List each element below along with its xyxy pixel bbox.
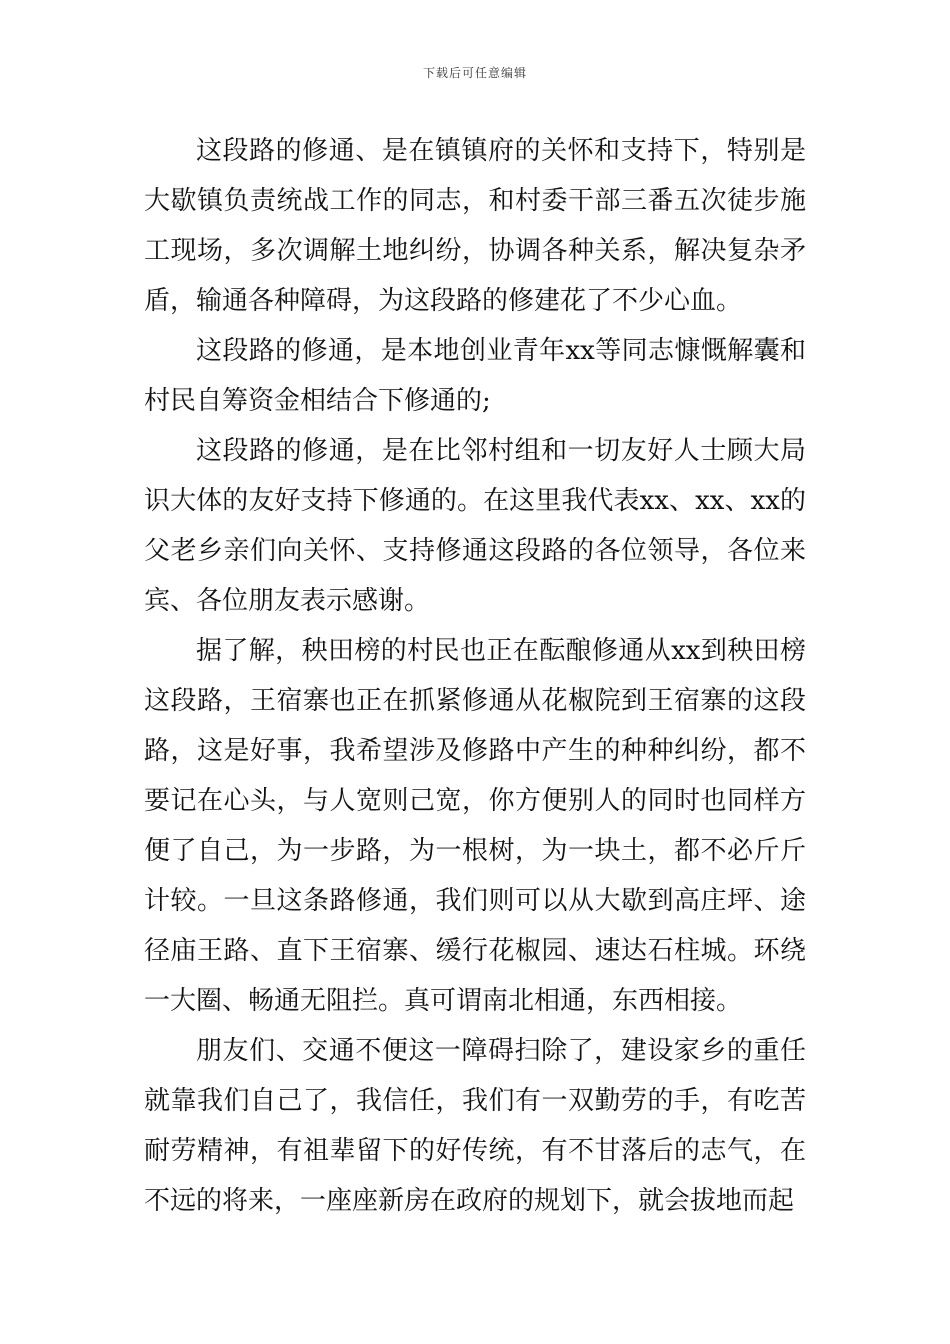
paragraph-4: 据了解，秧田榜的村民也正在酝酿修通从xx到秧田榜这段路，王宿寨也正在抓紧修通从花椒院到王宿寨的这段路，这是好事，我希望涉及修路中产生的种种纠纷，都不要记在心头，与人宽则己宽，你方便别人的同时也同样方便了自己，为一步路，为一根树，为一块土，都不必斤斤计较。一旦这条路修通，我们则可以从大歇到高庄坪、途径庙王路、直下王宿寨、缓行花椒园、速达石柱城。环绕一大圈、畅通无阻拦。真可谓南北相通，东西相接。	[144, 636, 806, 1016]
paragraph-2: 这段路的修通，是本地创业青年xx等同志慷慨解囊和村民自筹资金相结合下修通的;	[144, 336, 806, 416]
paragraph-3: 这段路的修通，是在比邻村组和一切友好人士顾大局识大体的友好支持下修通的。在这里我代表xx、xx、xx的父老乡亲们向关怀、支持修通这段路的各位领导，各位来宾、各位朋友表示感谢。	[144, 436, 806, 616]
document-body	[144, 126, 806, 1226]
paragraph-1: 这段路的修通、是在镇镇府的关怀和支持下，特别是大歇镇负责统战工作的同志，和村委干部三番五次徒步施工现场，多次调解土地纠纷，协调各种关系，解决复杂矛盾，输通各种障碍，为这段路的修建花了不少心血。	[144, 136, 806, 316]
header-note: 下载后可任意编辑	[422, 66, 527, 80]
paragraph-5: 朋友们、交通不便这一障碍扫除了，建设家乡的重任就靠我们自己了，我信任，我们有一双勤劳的手，有吃苦耐劳精神，有祖辈留下的好传统，有不甘落后的志气，在不远的将来，一座座新房在政府的规划下，就会拔地而起	[144, 1036, 806, 1216]
